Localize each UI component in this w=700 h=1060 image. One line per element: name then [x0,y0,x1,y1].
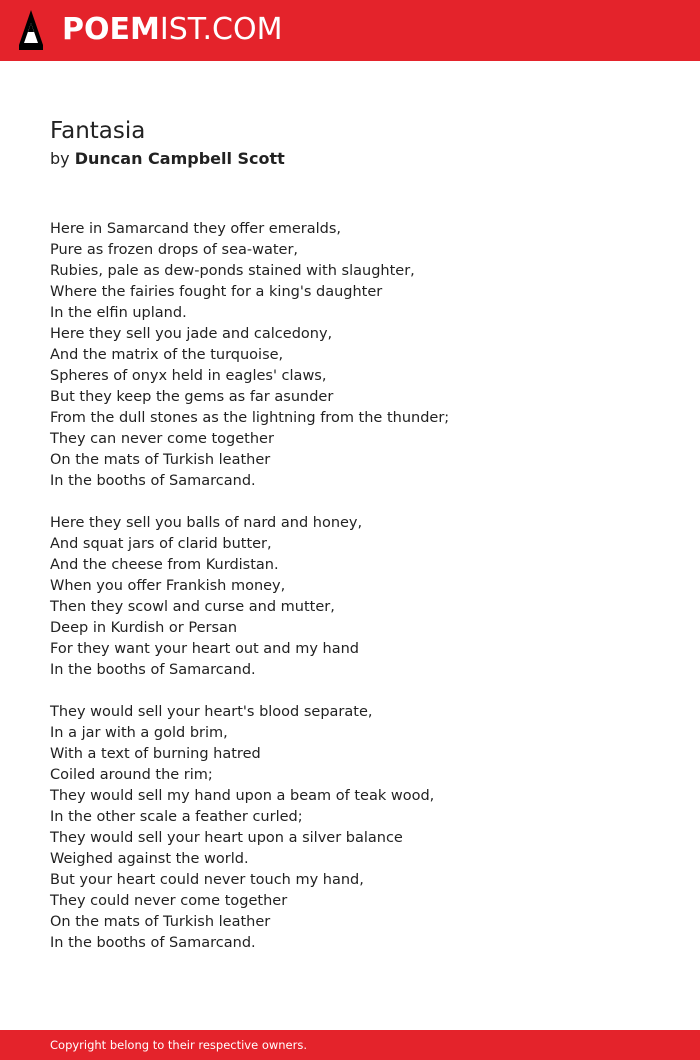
poem-line: Coiled around the rim; [50,767,213,783]
site-footer [0,1030,700,1060]
poem-line: Deep in Kurdish or Persan [50,620,238,636]
poem-line: In the booths of Samarcand. [50,473,256,489]
poem-line: They would sell my hand upon a beam of teak wood, [50,788,435,804]
byline [50,149,285,169]
poem-line: Here they sell you balls of nard and honey, [50,515,363,531]
pencil-icon[interactable] [18,9,44,51]
brand-rest: IST.COM [159,12,283,47]
by-prefix: by [50,149,70,168]
poem-line: They would sell your heart upon a silver balance [50,830,403,846]
copyright-text: Copyright belong to their respective owners. [50,1038,308,1052]
poem-line: In the booths of Samarcand. [50,662,256,678]
poem-line: But your heart could never touch my hand, [50,872,364,888]
poem-line: Here they sell you jade and calcedony, [50,326,333,342]
poem-line: Rubies, pale as dew-ponds stained with slaughter, [50,263,415,279]
poem-line: Where the fairies fought for a king's daughter [50,284,383,300]
poem-line: For they want your heart out and my hand [50,641,359,657]
poem-body [50,219,670,975]
poem-line: And the matrix of the turquoise, [50,347,284,363]
poem-line: Then they scowl and curse and mutter, [50,599,335,615]
poem-line: In a jar with a gold brim, [50,725,228,741]
poem-line: In the booths of Samarcand. [50,935,256,951]
poem-line: But they keep the gems as far asunder [50,389,334,405]
poem-line: When you offer Frankish money, [50,578,286,594]
poem-line: Weighed against the world. [50,851,249,867]
site-header [0,0,700,61]
poem-line: And the cheese from Kurdistan. [50,557,279,573]
stanza [50,219,670,492]
stanza [50,513,670,681]
poem-line: Pure as frozen drops of sea-water, [50,242,299,258]
poem-line: On the mats of Turkish leather [50,452,271,468]
poem-line: With a text of burning hatred [50,746,261,762]
poem-line: Spheres of onyx held in eagles' claws, [50,368,327,384]
author-name: Duncan Campbell Scott [74,149,285,168]
poem-line: In the other scale a feather curled; [50,809,303,825]
poem-line: Here in Samarcand they offer emeralds, [50,221,341,237]
stanza [50,702,670,954]
poem-line: In the elfin upland. [50,305,187,321]
poem-line: They can never come together [50,431,274,447]
poem-line: From the dull stones as the lightning from the thunder; [50,410,450,426]
poem-line: They would sell your heart's blood separate, [50,704,373,720]
poem-title: Fantasia [50,118,146,144]
brand-bold: POEM [62,12,160,47]
poem-line: On the mats of Turkish leather [50,914,271,930]
site-logo[interactable] [62,12,282,48]
poem-line: They could never come together [50,893,288,909]
poem-line: And squat jars of clarid butter, [50,536,272,552]
